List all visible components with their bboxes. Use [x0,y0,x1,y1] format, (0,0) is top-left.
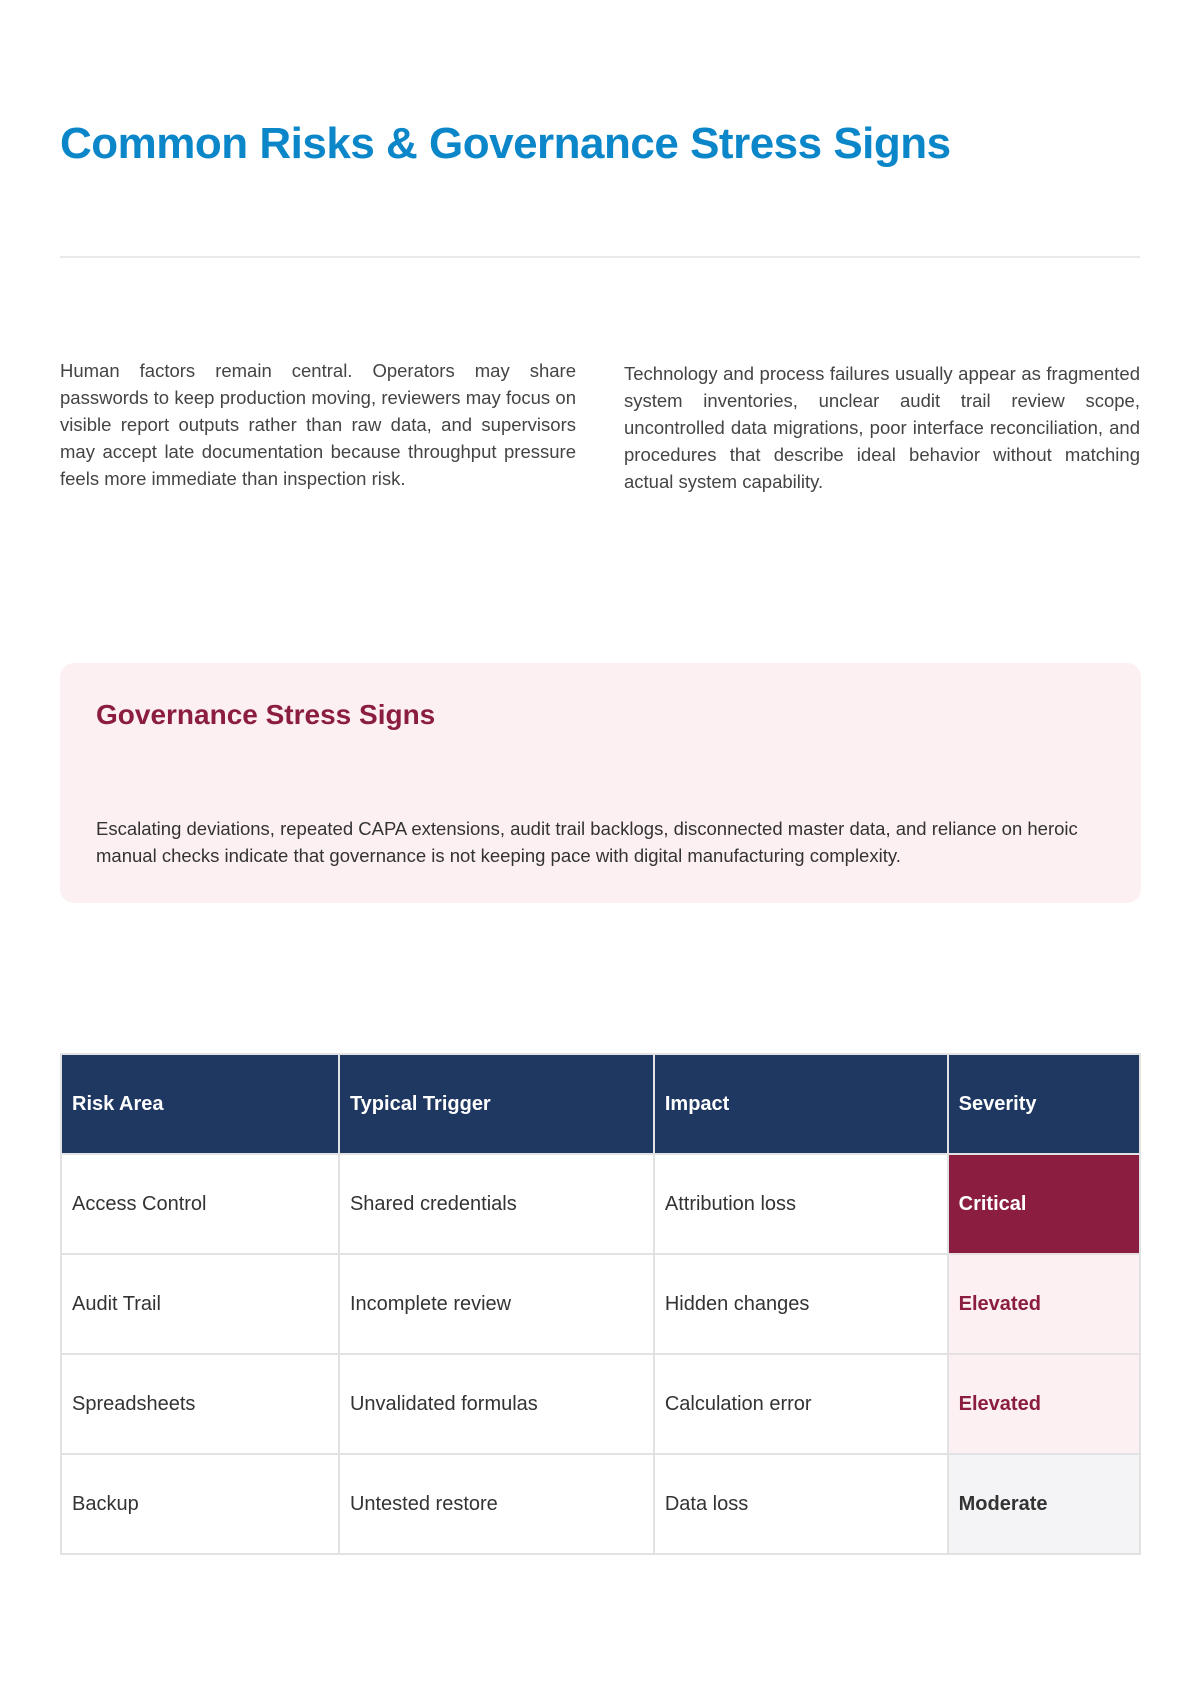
cell-typical-trigger: Shared credentials [339,1154,654,1254]
header-typical-trigger: Typical Trigger [339,1054,654,1154]
table-row [61,1154,1140,1254]
table-header-row [61,1054,1140,1154]
header-risk-area: Risk Area [61,1054,339,1154]
cell-risk-area: Backup [61,1454,339,1554]
table-row [61,1454,1140,1554]
intro-left-paragraph: Human factors remain central. Operators may share passwords to keep production moving, reviewers may focus on visible report outputs rather than raw data, and supervisors may accept late documentation because throughput pressure feels more immediate than inspection risk. [60,360,576,489]
cell-typical-trigger: Incomplete review [339,1254,654,1354]
header-severity: Severity [948,1054,1140,1154]
risk-table [60,1053,1141,1555]
table-row [61,1354,1140,1454]
cell-impact: Calculation error [654,1354,948,1454]
cell-severity-elevated: Elevated [948,1254,1140,1354]
cell-impact: Data loss [654,1454,948,1554]
cell-typical-trigger: Untested restore [339,1454,654,1554]
cell-risk-area: Spreadsheets [61,1354,339,1454]
cell-typical-trigger: Unvalidated formulas [339,1354,654,1454]
intro-right-paragraph: Technology and process failures usually appear as fragmented system inventories, unclear audit trail review scope, uncontrolled data migrations, poor interface reconciliation, and procedures that describe ideal behavior without matching actual system capability. [624,363,1140,492]
table-row [61,1254,1140,1354]
page-title: Common Risks & Governance Stress Signs [60,119,951,168]
header-impact: Impact [654,1054,948,1154]
title-divider [60,256,1140,258]
cell-severity-critical: Critical [948,1154,1140,1254]
governance-callout [60,663,1141,903]
cell-impact: Hidden changes [654,1254,948,1354]
cell-severity-moderate: Moderate [948,1454,1140,1554]
cell-severity-elevated: Elevated [948,1354,1140,1454]
callout-title: Governance Stress Signs [96,699,436,730]
cell-risk-area: Audit Trail [61,1254,339,1354]
cell-risk-area: Access Control [61,1154,339,1254]
callout-text: Escalating deviations, repeated CAPA extensions, audit trail backlogs, disconnected master data, and reliance on heroic manual checks indicate that governance is not keeping pace with digital manufacturing complexity. [96,818,1078,866]
cell-impact: Attribution loss [654,1154,948,1254]
